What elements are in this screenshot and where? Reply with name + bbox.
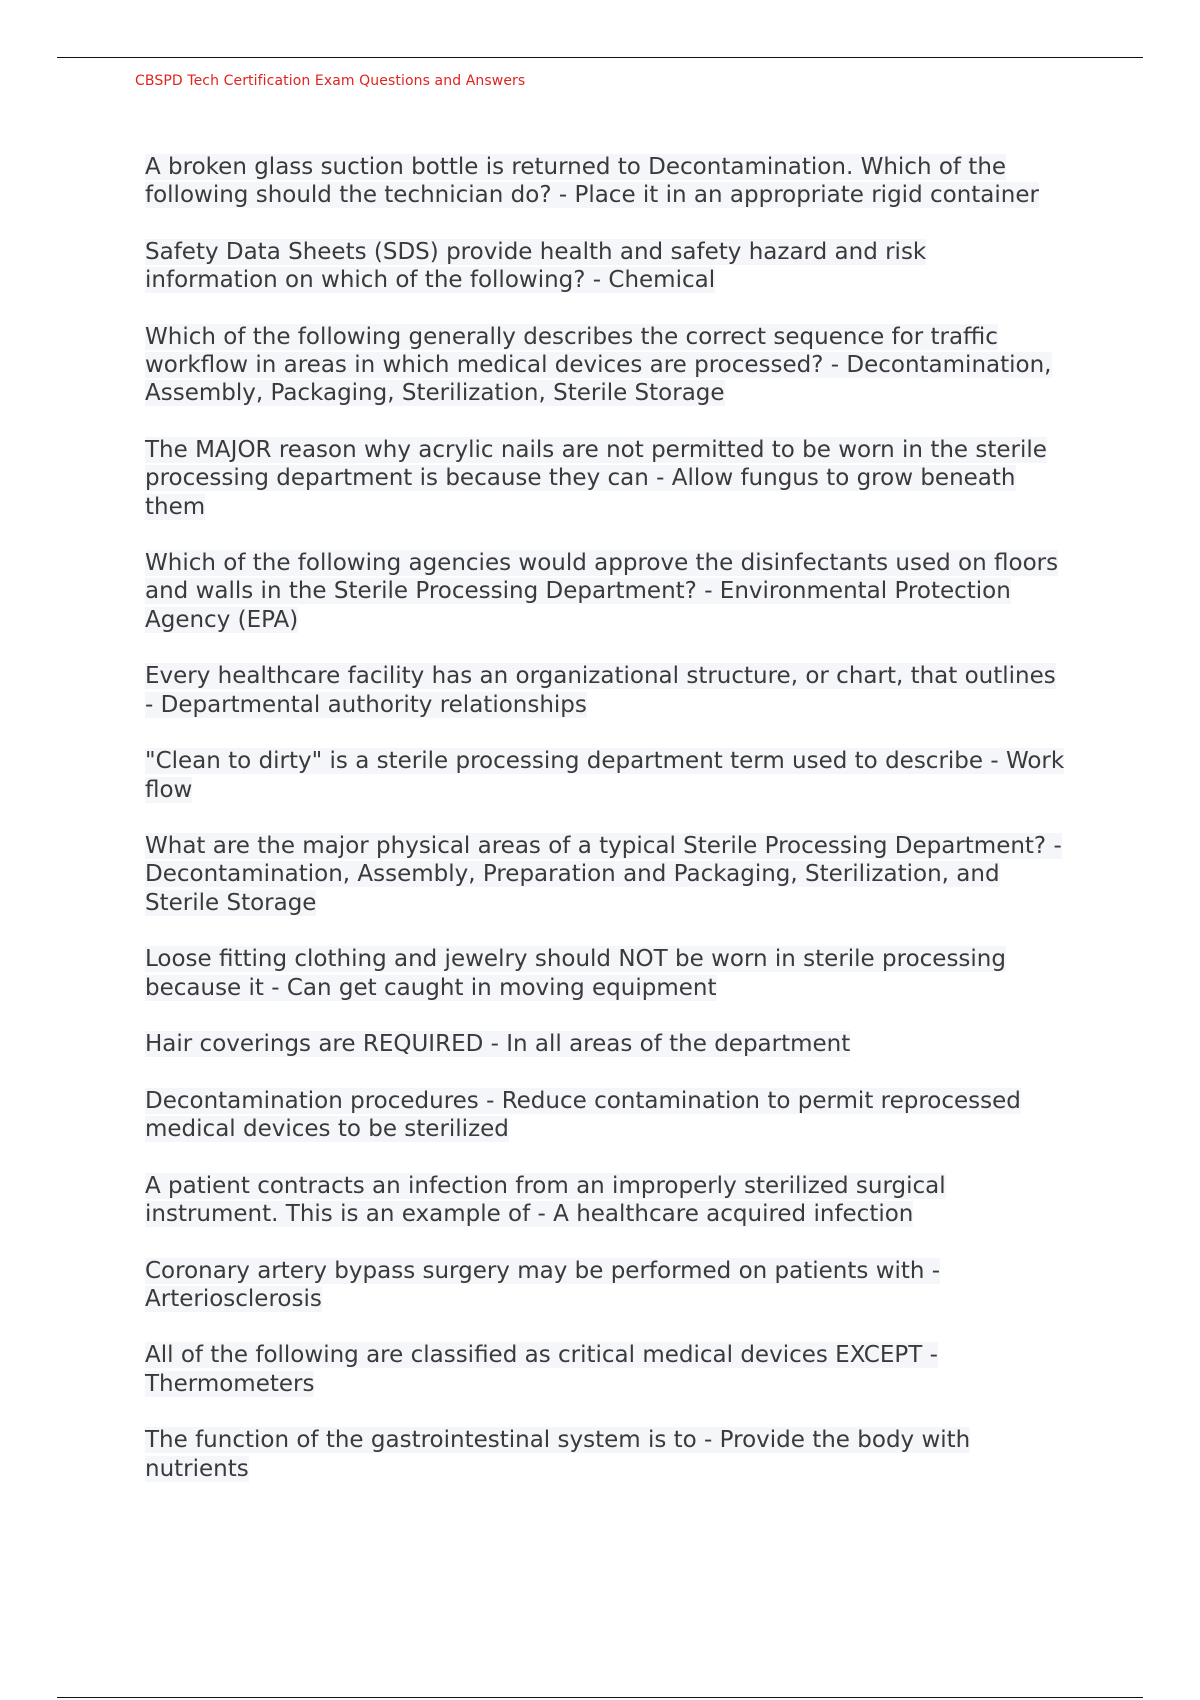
- footer-divider: [57, 1697, 1143, 1698]
- qa-item-5: [145, 549, 1065, 634]
- qa-text: All of the following are classified as critical medical devices EXCEPT - Thermometers: [145, 1342, 938, 1397]
- qa-text: Hair coverings are REQUIRED - In all areas of the department: [145, 1031, 851, 1058]
- qa-item-4: [145, 436, 1065, 521]
- qa-text: The function of the gastrointestinal system is to - Provide the body with nutrients: [145, 1427, 971, 1482]
- qa-item-7: [145, 747, 1065, 804]
- qa-item-9: [145, 945, 1065, 1002]
- qa-text: A broken glass suction bottle is returned to Decontamination. Which of the following should the technician do? - Place it in an appropriate rigid container: [145, 154, 1039, 209]
- qa-item-12: [145, 1172, 1065, 1229]
- question-answer-list: [145, 153, 1065, 1511]
- qa-text: Safety Data Sheets (SDS) provide health and safety hazard and risk information on which of the following? - Chemical: [145, 238, 927, 294]
- qa-item-15: [145, 1426, 1065, 1483]
- qa-item-10: [145, 1030, 1065, 1058]
- header-divider: [57, 57, 1143, 58]
- qa-text: Which of the following agencies would approve the disinfectants used on floors and walls in the Sterile Processing Department? - Environmental Protection Agency (EPA): [145, 550, 1059, 633]
- qa-item-8: [145, 832, 1065, 917]
- qa-item-13: [145, 1257, 1065, 1314]
- document-header-title: CBSPD Tech Certification Exam Questions and Answers: [135, 73, 526, 89]
- qa-item-6: [145, 662, 1065, 719]
- qa-text: "Clean to dirty" is a sterile processing department term used to describe - Work flow: [145, 748, 1065, 803]
- qa-text: Every healthcare facility has an organizational structure, or chart, that outlines - Departmental authority relationships: [145, 663, 1056, 718]
- qa-text: Loose fitting clothing and jewelry should NOT be worn in sterile processing because it - Can get caught in moving equipment: [145, 946, 1006, 1001]
- qa-item-2: [145, 238, 1065, 295]
- qa-item-3: [145, 323, 1065, 408]
- qa-item-14: [145, 1341, 1065, 1398]
- qa-item-1: [145, 153, 1065, 210]
- qa-item-11: [145, 1087, 1065, 1144]
- qa-text: What are the major physical areas of a typical Sterile Processing Department? - Decontamination, Assembly, Preparation and Packaging, Sterilization, and Sterile Storage: [145, 833, 1062, 916]
- qa-text: Decontamination procedures - Reduce contamination to permit reprocessed medical devices to be sterilized: [145, 1087, 1021, 1143]
- qa-text: A patient contracts an infection from an improperly sterilized surgical instrument. This is an example of - A healthcare acquired infection: [145, 1172, 946, 1227]
- qa-text: Coronary artery bypass surgery may be performed on patients with - Arteriosclerosis: [145, 1257, 941, 1312]
- qa-text: The MAJOR reason why acrylic nails are not permitted to be worn in the sterile processing department is because they can - Allow fungus to grow beneath them: [145, 436, 1047, 520]
- qa-text: Which of the following generally describes the correct sequence for traffic workflow in areas in which medical devices are processed? - Decontamination, Assembly, Packaging, Sterilization, Sterile Storage: [145, 323, 1052, 407]
